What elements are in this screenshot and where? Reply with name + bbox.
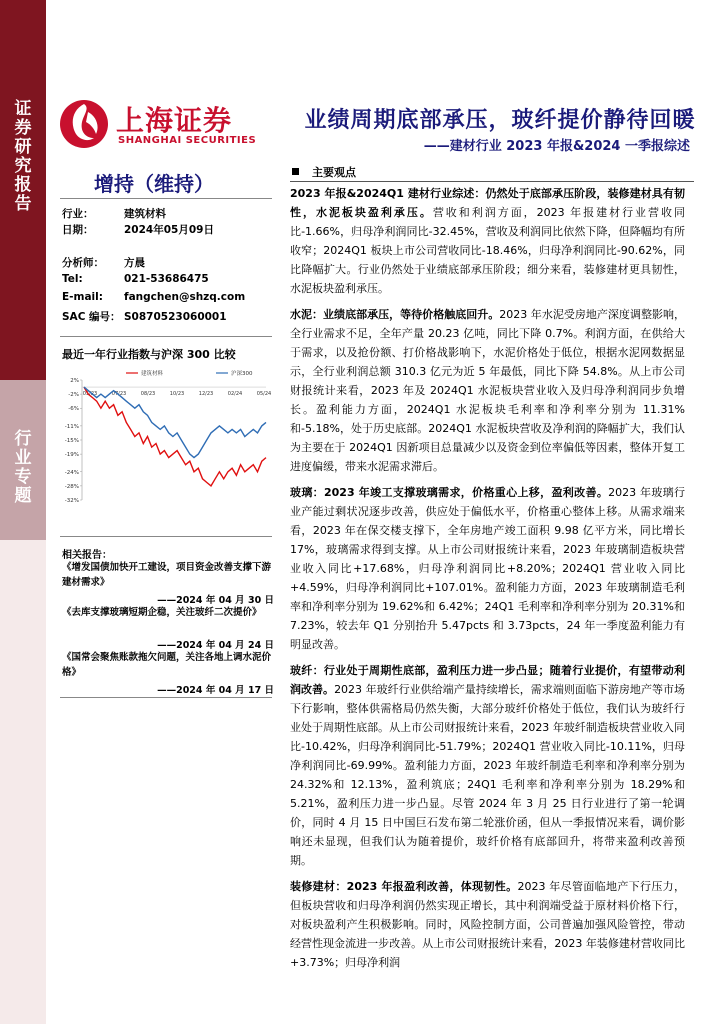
related-report-item[interactable]: 《国常会聚焦账款拖欠问题，关注各地上调水泥价格》 [62,652,272,678]
y-tick-label: 2% [70,378,79,384]
paragraph-lead: 2023 年报&2024Q1 建材行业综述：仍然处于底部承压阶段，装修建材具有韧性，水泥板块盈利承压。 [290,187,685,219]
x-tick-label: 07/23 [111,391,127,398]
y-tick-label: -11% [64,423,79,430]
logo-chinese-name: 上海证券 [116,104,233,137]
paragraph-text: 2023 年玻璃行业产能过剩状况逐步改善，供应处于偏低水平，价格重心整体上移。从需求端来看，2023 年在保交楼支撑下，全年房地产竣工面积 9.98 亿平方米，同比增长 17%，玻璃需求得到支撑。从上市公司财报统计来看，2023 年玻璃制造板块营业收入同比+17.68%，归母净利润同比+8.20%；2024Q1 营业收入同比+4.59%，归母净利润同比+107.01%。盈利能力方面，2023 年玻璃制造毛利率和净利率分别为 19.62%和 6.42%；24Q1 毛利率和净利率分别为 20.31%和 7.23%，较去年 Q1 分别抬升 5.47pcts 和 3.73pcts，24 年一季度盈利能力有明显改善。 [290,486,685,651]
related-report-date: ——2024 年 04 月 24 日 [157,640,274,651]
sidebar-report-type-label: 证券研究报告 [14,99,32,214]
info-row-analyst [62,255,145,270]
paragraph-glass-fiber [290,661,685,870]
paragraph-text: 2023 年尽管面临地产下行压力，但板块营收和归母净利润仍然实现正增长，其中利润端受益于原材料价格下行，对板块盈利产生积极影响。同时，风险控制方面，公司普遍加强风险管控，带动经营性现金流进一步改善。从上市公司财报统计来看，2023 年装修建材营收同比+3.73%；归母净利润 [290,880,685,969]
square-bullet-icon [292,168,299,175]
series-line-csi300 [84,387,266,458]
y-tick-label: -6% [68,406,79,413]
paragraph-text: 2023 年水泥受房地产深度调整影响，全行业需求不足，全年产量 20.23 亿吨，同比下降 0.7%。利润方面，在供给大于需求，以及抢份额、打价格战影响下，水泥价格处于低位，根据水泥网数据显示，全行业利润总额 310.3 亿元为近 5 年最低，同比下降 54.8%。从上市公司财报统计来看，2023 年及 2024Q1 水泥板块营业收入及归母净利润同步负增长。盈利能力方面，2024Q1 水泥板块毛利率和净利率分别为 11.31%和-5.18%，处于历史底部。2024Q1 水泥板块营收及净利润的降幅扩大，我们认为主要在于 2024Q1 因新项目总量减少以及资金到位率偏低等因素，整体开复工进度偏缓，带来水泥需求滞后。 [290,308,685,473]
legend-label: 沪深300 [231,371,253,377]
logo-emblem-icon [58,98,110,150]
y-tick-label: -24% [64,469,79,476]
info-value: 建筑材料 [124,208,166,220]
x-tick-label: 08/23 [140,391,156,398]
info-value: 方晨 [124,257,145,269]
logo-english-name: SHANGHAI SECURITIES [118,135,257,146]
section-header-label: 主要观点 [312,166,356,179]
sidebar-category-label: 行业专题 [14,429,32,506]
main-body [290,184,685,979]
sidebar-top-band [0,0,46,380]
paragraph-text: 营收和利润方面，2023 年报建材行业营收同比-1.66%，归母净利润同比-32.45%，营收及利润同比依然下降，但降幅均有所收窄；2024Q1 板块上市公司营收同比-18.46%，归母净利润同比-90.62%，同比降幅扩大。行业仍然处于业绩底部承压阶段；细分来看，装修建材更具韧性，水泥板块盈利承压。 [290,206,685,295]
info-value: S0870523060001 [124,311,227,323]
paragraph-glass [290,483,685,654]
y-tick-label: -28% [64,483,79,490]
sidebar-mid-band [0,380,46,540]
related-divider [60,536,272,537]
related-bottom-divider [60,697,272,698]
paragraph-lead: 玻纤：行业处于周期性底部，盈利压力进一步凸显；随着行业提价，有望带动利润改善。 [290,664,685,696]
company-logo [58,98,257,150]
y-tick-label: -32% [64,498,79,504]
rating-divider [60,198,272,199]
y-tick-label: -2% [68,392,79,399]
y-tick-label: -15% [64,438,79,444]
index-comparison-chart [56,370,272,506]
series-line-building-materials [84,387,266,486]
related-report-date: ——2024 年 04 月 30 日 [157,595,274,606]
info-value: 2024年05月09日 [124,224,214,236]
related-report-date: ——2024 年 04 月 17 日 [157,685,274,696]
x-tick-label: 02/24 [227,391,243,398]
rating-label: 增持（维持） [94,172,214,196]
section-header-line [290,181,694,182]
info-key: E-mail: [62,291,103,303]
info-row-tel [62,273,209,285]
email-link[interactable]: fangchen@shzq.com [124,291,246,303]
info-key: SAC 编号： [62,311,121,323]
section-header [290,163,694,181]
info-key: 分析师： [62,257,104,269]
paragraph-lead: 玻璃：2023 年竣工支撑玻璃需求，价格重心上移，盈利改善。 [290,486,609,499]
legend-label: 建筑材料 [141,371,164,377]
info-row-date [62,222,214,237]
x-tick-label: 05/24 [256,391,272,398]
x-tick-label: 10/23 [169,391,185,398]
info-row-email[interactable] [62,291,245,303]
related-reports-title: 相关报告： [62,550,112,561]
chart-title: 最近一年行业指数与沪深 300 比较 [62,348,236,361]
info-key: 行业： [62,208,94,220]
paragraph-lead: 装修建材：2023 年报盈利改善，体现韧性。 [290,880,518,893]
info-key: 日期： [62,224,94,236]
paragraph-decoration-materials [290,877,685,972]
paragraph-cement [290,305,685,476]
info-key: Tel: [62,273,83,285]
paragraph-industry-overview [290,184,685,298]
info-value: 021-53686475 [124,273,209,285]
report-title: 业绩周期底部承压，玻纤提价静待回暖 [304,108,696,133]
related-report-item[interactable]: 《增发国债加快开工建设，项目资金改善支撑下游建材需求》 [62,562,272,588]
info-row-sac [62,309,227,324]
info-row-industry [62,206,166,221]
x-tick-label: 12/23 [198,391,214,398]
x-tick-label: 05/23 [82,391,98,398]
paragraph-lead: 水泥：业绩底部承压，等待价格触底回升。 [290,308,500,321]
chart-divider [60,336,272,337]
report-subtitle: ——建材行业 2023 年报&2024 一季报综述 [423,139,690,154]
paragraph-text: 2023 年玻纤行业供给端产量持续增长，需求端则面临下游房地产等市场下行影响，整体供需格局仍然失衡，大部分玻纤价格处于低位，我们认为玻纤行业处于周期性底部。从上市公司财报统计来看，2023 年玻纤制造板块营业收入同比-10.42%，归母净利润同比-51.79%；2024Q1 营业收入同比-10.11%，归母净利润同比-69.99%。盈利能力方面，2023 年玻纤制造毛利率和净利率分别为 24.32%和 12.13%，盈利筑底；24Q1 毛利率和净利率分别为 18.29%和 5.21%，盈利压力进一步凸显。尽管 2024 年 3 月 25 日行业进行了第一轮调价，同时 4 月 15 日中国巨石发布第二轮涨价函，但从一季报情况来看，调价影响还未显现，但我们认为随着提价，玻纤价格有底部回升，将带来盈利改善预期。 [290,683,685,867]
y-tick-label: -19% [64,452,79,459]
related-report-item[interactable]: 《去库支撑玻璃短期企稳，关注玻纤二次提价》 [62,607,262,618]
